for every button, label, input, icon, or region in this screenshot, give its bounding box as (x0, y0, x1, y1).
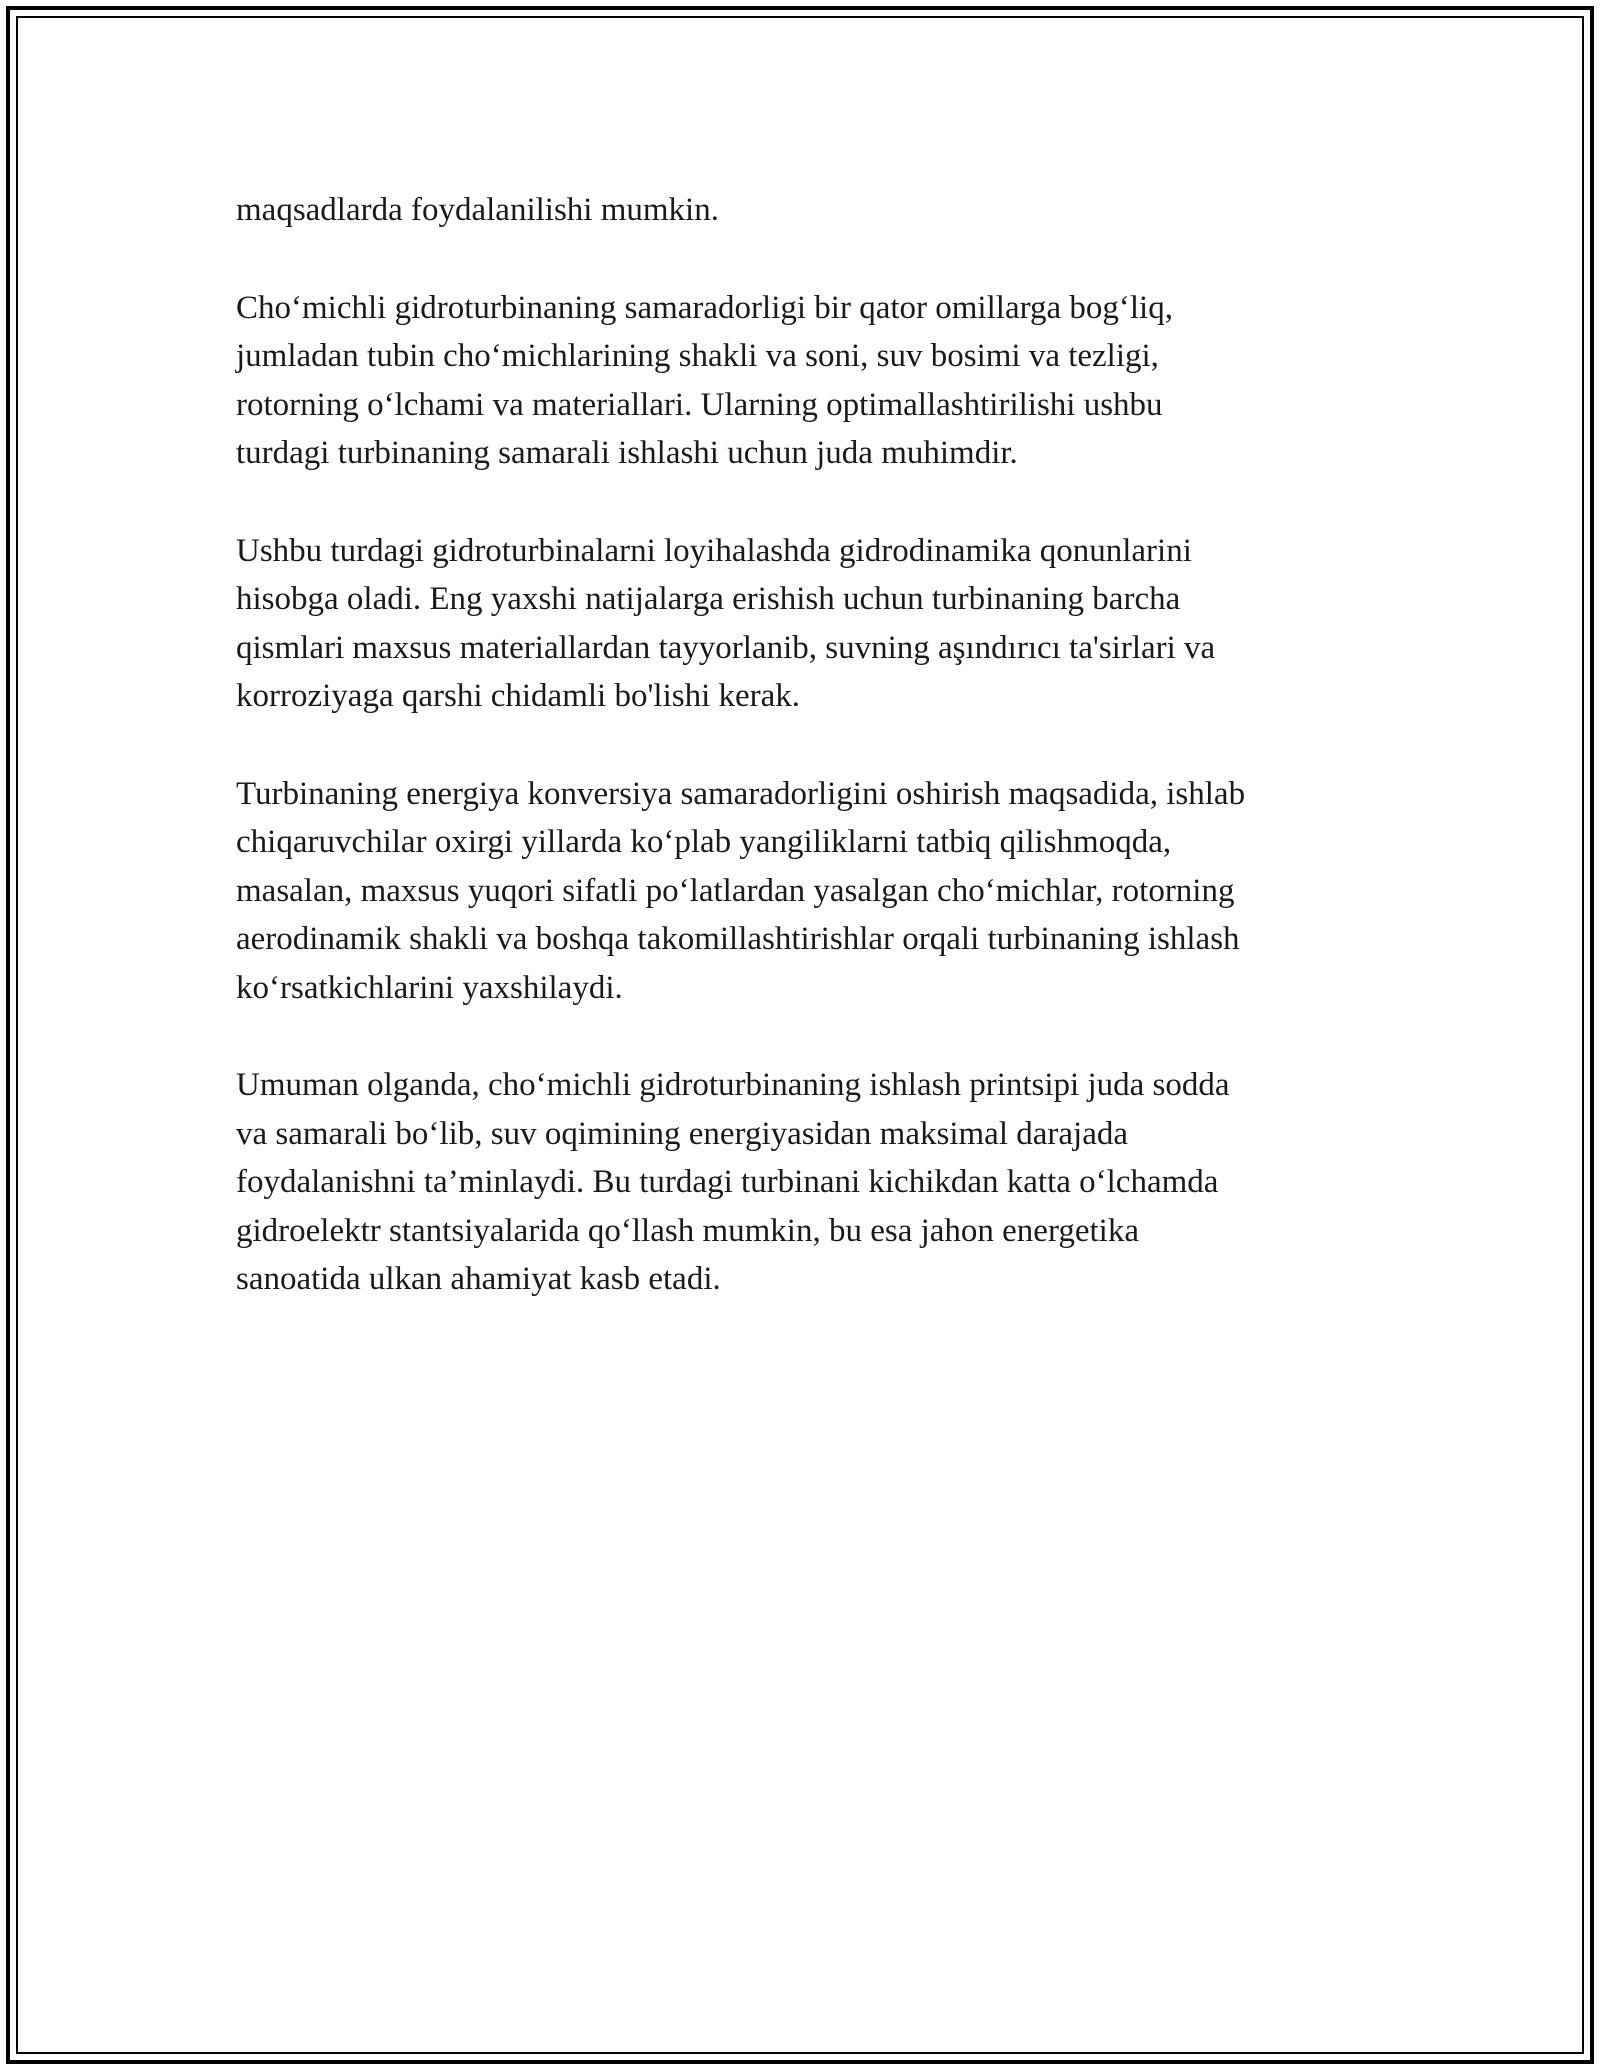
paragraph-design (236, 527, 1396, 721)
text-line: chiqaruvchilar oxirgi yillarda ko‘plab yangiliklarni tatbiq qilishmoqda, (236, 824, 1172, 860)
document-body (236, 186, 1396, 1353)
text-line: foydalanishni ta’minlaydi. Bu turdagi turbinani kichikdan katta o‘lchamda (236, 1164, 1219, 1200)
text-line: maqsadlarda foydalanilishi mumkin. (236, 192, 719, 228)
text-line: aerodinamik shakli va boshqa takomillashtirishlar orqali turbinaning ishlash (236, 921, 1240, 957)
text-line: masalan, maxsus yuqori sifatli po‘latlardan yasalgan cho‘michlar, rotorning (236, 872, 1235, 909)
text-line: sanoatida ulkan ahamiyat kasb etadi. (236, 1261, 721, 1297)
text-line: korroziyaga qarshi chidamli bo'lishi kerak. (236, 678, 801, 714)
text-line: hisobga oladi. Eng yaxshi natijalarga erishish uchun turbinaning barcha (236, 581, 1181, 617)
text-line: rotorning o‘lchami va materiallari. Ularning optimallashtirilishi ushbu (236, 386, 1163, 423)
paragraph-continuation (236, 186, 1396, 235)
text-line: Cho‘michli gidroturbinaning samaradorligi bir qator omillarga bog‘liq, (236, 289, 1173, 326)
text-line: Turbinaning energiya konversiya samaradorligini oshirish maqsadida, ishlab (236, 775, 1246, 812)
text-line: Ushbu turdagi gidroturbinalarni loyihalashda gidrodinamika qonunlarini (236, 532, 1192, 569)
paragraph-innovations (236, 770, 1396, 1013)
text-line: Umuman olganda, cho‘michli gidroturbinaning ishlash printsipi juda sodda (236, 1067, 1230, 1103)
text-line: va samarali bo‘lib, suv oqimining energiyasidan maksimal darajada (236, 1115, 1128, 1152)
paragraph-conclusion (236, 1061, 1396, 1304)
text-line: turdagi turbinaning samarali ishlashi uchun juda muhimdir. (236, 435, 1018, 471)
text-line: gidroelektr stantsiyalarida qo‘llash mumkin, bu esa jahon energetika (236, 1212, 1139, 1249)
paragraph-efficiency-factors (236, 284, 1396, 478)
text-line: jumladan tubin cho‘michlarining shakli va soni, suv bosimi va tezligi, (236, 338, 1159, 374)
text-line: qismlari maxsus materiallardan tayyorlanib, suvning aşındırıcı ta'sirlari va (236, 629, 1216, 666)
text-line: ko‘rsatkichlarini yaxshilaydi. (236, 969, 623, 1006)
